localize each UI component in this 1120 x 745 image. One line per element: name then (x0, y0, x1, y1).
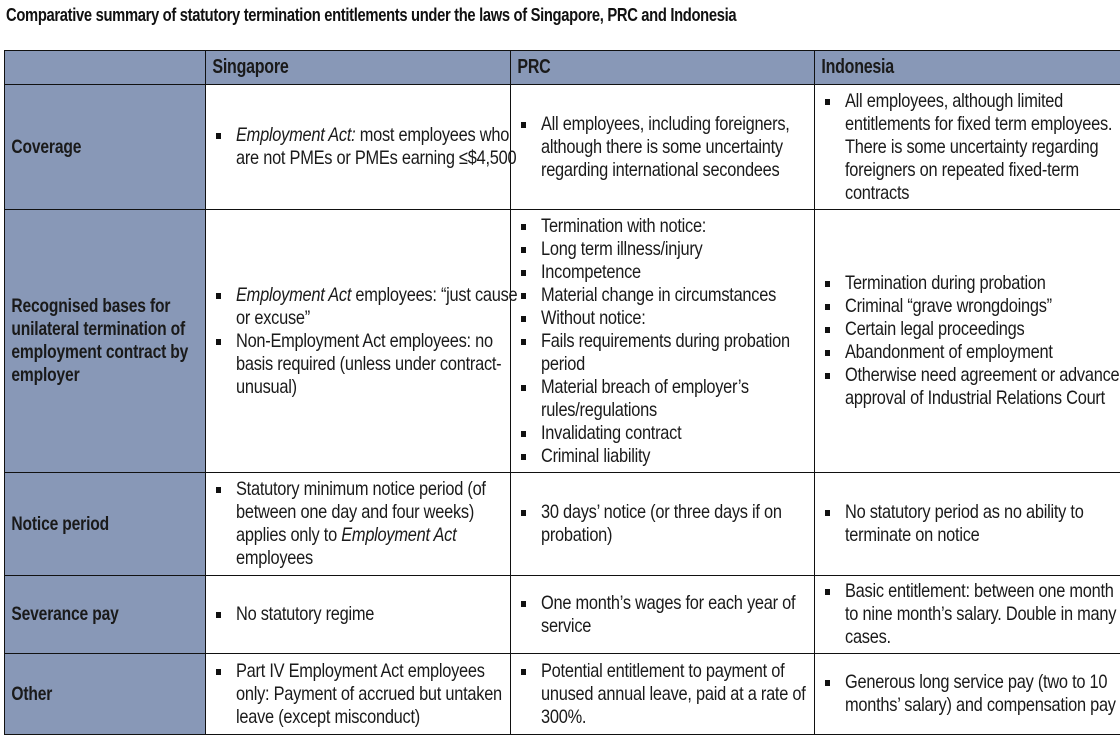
cell-prc (511, 654, 815, 735)
bullet-item: All employees, although limited entitlements for fixed term employees. There is some uncertainty regarding foreigners on repeated fixed-term contracts (823, 90, 1120, 205)
cell-singapore (206, 473, 511, 576)
cell-singapore (206, 576, 511, 654)
bullet-item: Without notice: (519, 307, 814, 330)
bullet-item: Statutory minimum notice period (of between one day and four weeks) applies only to Employment Act employees (214, 478, 510, 570)
header-empty-cell (5, 51, 206, 85)
cell-indonesia (815, 473, 1120, 576)
bullet-item: Fails requirements during probation period (519, 330, 814, 376)
bullet-item: Termination during probation (823, 272, 1120, 295)
table-row-notice-period (5, 473, 1120, 576)
row-label-cell: Notice period (5, 473, 206, 576)
cell-indonesia (815, 576, 1120, 654)
cell-prc (511, 576, 815, 654)
comparison-table (4, 50, 1120, 735)
bullet-item: Otherwise need agreement or advance approval of Industrial Relations Court (823, 364, 1120, 410)
row-label-cell: Severance pay (5, 576, 206, 654)
bullet-item: Basic entitlement: between one month to nine month’s salary. Double in many cases. (823, 580, 1120, 649)
bullet-item: Criminal “grave wrongdoings” (823, 295, 1120, 318)
cell-singapore (206, 85, 517, 210)
bullet-item: Part IV Employment Act employees only: Payment of accrued but untaken leave (except misconduct) (214, 660, 510, 729)
bullet-item: Potential entitlement to payment of unused annual leave, paid at a rate of 300%. (519, 660, 814, 729)
bullet-item: Employment Act: most employees who are not PMEs or PMEs earning ≤$4,500 (214, 124, 510, 170)
bullet-item: Long term illness/injury (519, 238, 814, 261)
bullet-item: No statutory period as no ability to terminate on notice (823, 501, 1120, 547)
row-label-cell: Recognised bases for unilateral termination of employment contract by employer (5, 210, 206, 473)
bullet-item: Material change in circumstances (519, 284, 814, 307)
table-row-coverage (5, 85, 1120, 210)
bullet-item: Abandonment of employment (823, 341, 1120, 364)
bullet-item: No statutory regime (214, 603, 510, 626)
bullet-item: Invalidating contract (519, 422, 814, 445)
table-row-severance-pay (5, 576, 1120, 654)
cell-singapore (206, 654, 511, 735)
bullet-item: Criminal liability (519, 445, 814, 468)
bullet-item: Employment Act employees: “just cause or excuse” (214, 284, 510, 330)
cell-prc (511, 210, 815, 473)
cell-prc (511, 473, 815, 576)
bullet-item: Non-Employment Act employees: no basis required (unless under contract-unusual) (214, 330, 510, 399)
table-row-other (5, 654, 1120, 735)
header-singapore: Singapore (206, 51, 511, 85)
bullet-item: One month’s wages for each year of service (519, 592, 814, 638)
cell-prc (511, 85, 815, 210)
header-prc: PRC (511, 51, 815, 85)
header-indonesia: Indonesia (815, 51, 1120, 85)
bullet-item: Material breach of employer’s rules/regulations (519, 376, 814, 422)
cell-indonesia (815, 654, 1120, 735)
row-label-cell: Other (5, 654, 206, 735)
table-row-recognised-bases (5, 210, 1120, 473)
bullet-item: All employees, including foreigners, although there is some uncertainty regarding international secondees (519, 113, 814, 182)
cell-indonesia (815, 210, 1120, 473)
bullet-item: Incompetence (519, 261, 814, 284)
row-label-cell: Coverage (5, 85, 206, 210)
document-title: Comparative summary of statutory termination entitlements under the laws of Singapore, PRC and Indonesia (6, 5, 737, 25)
bullet-item: Generous long service pay (two to 10 months’ salary) and compensation pay (823, 671, 1120, 717)
bullet-item: Termination with notice: (519, 215, 814, 238)
bullet-item: Certain legal proceedings (823, 318, 1120, 341)
cell-indonesia (815, 85, 1120, 210)
bullet-item: 30 days’ notice (or three days if on probation) (519, 501, 814, 547)
cell-singapore (206, 210, 518, 473)
table-header-row (5, 51, 1120, 85)
